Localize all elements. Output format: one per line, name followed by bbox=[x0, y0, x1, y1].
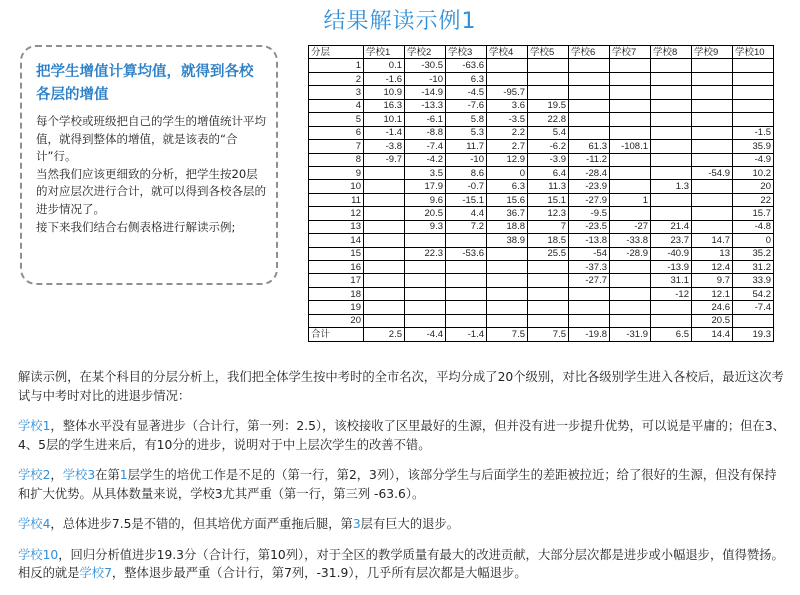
value-cell: 14.7 bbox=[692, 234, 733, 247]
value-cell: -54.9 bbox=[692, 166, 733, 179]
value-cell: -10 bbox=[446, 153, 487, 166]
column-header: 学校3 bbox=[446, 46, 487, 59]
value-cell: 31.2 bbox=[733, 261, 774, 274]
separator: ， bbox=[50, 468, 63, 482]
table-row bbox=[309, 287, 774, 300]
value-cell: 20.5 bbox=[692, 314, 733, 327]
value-cell bbox=[651, 193, 692, 206]
value-cell: 6.3 bbox=[446, 72, 487, 85]
value-cell: -4.5 bbox=[446, 86, 487, 99]
column-header: 学校7 bbox=[610, 46, 651, 59]
value-cell bbox=[692, 220, 733, 233]
table-row bbox=[309, 220, 774, 233]
value-cell: 15.1 bbox=[528, 193, 569, 206]
value-cell: 0 bbox=[733, 234, 774, 247]
value-cell: 6.3 bbox=[487, 180, 528, 193]
analysis-p4-text-a: ，回归分析值进步19.3分（合计行，第10列），对于全区的教学质量有最大的改进贡献，大部分层次都是进步或小幅退步，值得赞扬。相反的就是 bbox=[18, 547, 784, 580]
layer-cell: 15 bbox=[309, 247, 364, 260]
value-cell bbox=[692, 126, 733, 139]
value-cell bbox=[610, 113, 651, 126]
layer-cell: 18 bbox=[309, 287, 364, 300]
value-cell: -27.7 bbox=[569, 274, 610, 287]
value-cell bbox=[692, 140, 733, 153]
value-cell: -1.4 bbox=[364, 126, 405, 139]
value-cell: 23.7 bbox=[651, 234, 692, 247]
analysis-intro: 解读示例，在某个科目的分层分析上，我们把全体学生按中考时的全市名次，平均分成了20个级别，对比各级别学生进入各校后，最近这次考试与中考时对比的进退步情况： bbox=[18, 370, 784, 403]
value-cell bbox=[569, 113, 610, 126]
value-cell bbox=[569, 314, 610, 327]
value-cell bbox=[733, 86, 774, 99]
layer-cell: 4 bbox=[309, 99, 364, 112]
value-cell: 17.9 bbox=[405, 180, 446, 193]
value-cell: 12.1 bbox=[692, 287, 733, 300]
value-cell bbox=[364, 166, 405, 179]
value-cell bbox=[610, 59, 651, 72]
value-cell bbox=[692, 86, 733, 99]
value-cell: 0.1 bbox=[364, 59, 405, 72]
value-cell: 61.3 bbox=[569, 140, 610, 153]
value-cell bbox=[364, 287, 405, 300]
callout-paragraph-3: 接下来我们结合右侧表格进行解读示例; bbox=[36, 219, 236, 234]
value-cell: 5.8 bbox=[446, 113, 487, 126]
total-cell: -4.4 bbox=[405, 328, 446, 341]
layer-number: 1 bbox=[119, 468, 128, 482]
value-cell bbox=[733, 99, 774, 112]
value-cell: -6.2 bbox=[528, 140, 569, 153]
value-cell: -28.4 bbox=[569, 166, 610, 179]
analysis-paragraph-school10-7 bbox=[18, 546, 786, 583]
value-cell bbox=[446, 287, 487, 300]
value-cell bbox=[487, 261, 528, 274]
value-cell bbox=[446, 234, 487, 247]
analysis-p2-text-b: 层学生的培优工作是不足的（第一行，第2，3列），该部分学生与后面学生的差距被拉近；给了很好的生源，但没有保持和扩大优势。从具体数量来说，学校3尤其严重（第一行，第三列 -63.6）。 bbox=[18, 468, 777, 501]
column-header: 学校8 bbox=[651, 46, 692, 59]
table-row bbox=[309, 166, 774, 179]
value-cell: -7.4 bbox=[405, 140, 446, 153]
table-row bbox=[309, 99, 774, 112]
layer-cell: 19 bbox=[309, 301, 364, 314]
value-cell bbox=[364, 193, 405, 206]
table-row bbox=[309, 59, 774, 72]
value-cell bbox=[651, 166, 692, 179]
column-header: 学校2 bbox=[405, 46, 446, 59]
value-cell bbox=[610, 126, 651, 139]
value-cell: 21.4 bbox=[651, 220, 692, 233]
value-cell bbox=[692, 113, 733, 126]
value-cell: 4.4 bbox=[446, 207, 487, 220]
value-cell bbox=[692, 99, 733, 112]
table-row bbox=[309, 153, 774, 166]
value-cell bbox=[651, 72, 692, 85]
value-cell: -10 bbox=[405, 72, 446, 85]
value-cell bbox=[569, 287, 610, 300]
value-cell bbox=[733, 113, 774, 126]
value-cell bbox=[733, 59, 774, 72]
value-cell bbox=[610, 180, 651, 193]
table-row bbox=[309, 314, 774, 327]
explanation-callout bbox=[20, 45, 278, 285]
school-4-link: 学校4 bbox=[18, 517, 51, 531]
value-cell: -3.9 bbox=[528, 153, 569, 166]
table-row bbox=[309, 126, 774, 139]
value-cell: -40.9 bbox=[651, 247, 692, 260]
value-cell bbox=[446, 274, 487, 287]
value-cell bbox=[610, 166, 651, 179]
school-7-link: 学校7 bbox=[79, 566, 112, 580]
value-cell: -23.9 bbox=[569, 180, 610, 193]
value-cell bbox=[651, 113, 692, 126]
value-cell: -30.5 bbox=[405, 59, 446, 72]
value-cell bbox=[733, 314, 774, 327]
layer-cell: 7 bbox=[309, 140, 364, 153]
analysis-p3-text-b: 层有巨大的退步。 bbox=[360, 517, 460, 531]
analysis-p3-text-a: ，总体进步7.5是不错的，但其培优方面严重拖后腿，第 bbox=[50, 517, 353, 531]
value-cell bbox=[651, 86, 692, 99]
value-cell: 35.9 bbox=[733, 140, 774, 153]
value-cell: -1.6 bbox=[364, 72, 405, 85]
column-header: 学校1 bbox=[364, 46, 405, 59]
value-cell bbox=[610, 72, 651, 85]
value-cell: -4.2 bbox=[405, 153, 446, 166]
value-cell: -4.8 bbox=[733, 220, 774, 233]
value-cell: 5.4 bbox=[528, 126, 569, 139]
value-cell bbox=[733, 72, 774, 85]
table-row bbox=[309, 247, 774, 260]
value-cell: 1 bbox=[610, 193, 651, 206]
value-cell bbox=[610, 153, 651, 166]
value-cell bbox=[446, 261, 487, 274]
value-cell bbox=[651, 99, 692, 112]
value-cell: -15.1 bbox=[446, 193, 487, 206]
value-cell bbox=[569, 59, 610, 72]
value-cell bbox=[487, 314, 528, 327]
value-cell: -7.4 bbox=[733, 301, 774, 314]
value-cell: 24.6 bbox=[692, 301, 733, 314]
layer-cell: 5 bbox=[309, 113, 364, 126]
value-cell bbox=[569, 301, 610, 314]
column-header: 学校9 bbox=[692, 46, 733, 59]
value-cell: 20 bbox=[733, 180, 774, 193]
value-cell: -12 bbox=[651, 287, 692, 300]
value-cell bbox=[610, 287, 651, 300]
value-cell: 12.3 bbox=[528, 207, 569, 220]
value-cell: 8.6 bbox=[446, 166, 487, 179]
value-cell bbox=[487, 72, 528, 85]
value-cell: -14.9 bbox=[405, 86, 446, 99]
total-cell: -19.8 bbox=[569, 328, 610, 341]
value-cell: -13.9 bbox=[651, 261, 692, 274]
analysis-p2-text-a: 在第 bbox=[95, 468, 120, 482]
value-cell bbox=[364, 274, 405, 287]
value-cell bbox=[610, 274, 651, 287]
value-cell: 3.5 bbox=[405, 166, 446, 179]
value-cell bbox=[528, 314, 569, 327]
value-cell bbox=[364, 247, 405, 260]
layer-cell: 14 bbox=[309, 234, 364, 247]
value-cell: 10.9 bbox=[364, 86, 405, 99]
value-added-table bbox=[308, 45, 774, 342]
value-cell: 54.2 bbox=[733, 287, 774, 300]
value-cell bbox=[569, 126, 610, 139]
value-cell: -4.9 bbox=[733, 153, 774, 166]
value-cell bbox=[692, 72, 733, 85]
value-cell: 19.5 bbox=[528, 99, 569, 112]
value-cell: -95.7 bbox=[487, 86, 528, 99]
value-cell bbox=[487, 287, 528, 300]
table-row bbox=[309, 234, 774, 247]
value-cell bbox=[651, 59, 692, 72]
value-cell bbox=[405, 234, 446, 247]
total-cell: -31.9 bbox=[610, 328, 651, 341]
table-row bbox=[309, 261, 774, 274]
callout-heading: 把学生增值计算均值，就得到各校各层的增值 bbox=[36, 64, 254, 103]
value-cell: -3.5 bbox=[487, 113, 528, 126]
value-cell: -11.2 bbox=[569, 153, 610, 166]
value-cell bbox=[487, 274, 528, 287]
column-header: 学校6 bbox=[569, 46, 610, 59]
total-cell: -1.4 bbox=[446, 328, 487, 341]
value-cell: -27.9 bbox=[569, 193, 610, 206]
table-row bbox=[309, 72, 774, 85]
value-cell: 11.7 bbox=[446, 140, 487, 153]
value-cell: 25.5 bbox=[528, 247, 569, 260]
value-cell: 13 bbox=[692, 247, 733, 260]
value-cell bbox=[364, 314, 405, 327]
school-1-link: 学校1 bbox=[18, 419, 51, 433]
table-row bbox=[309, 193, 774, 206]
value-cell bbox=[692, 207, 733, 220]
value-cell bbox=[405, 261, 446, 274]
total-cell: 19.3 bbox=[733, 328, 774, 341]
total-cell: 7.5 bbox=[528, 328, 569, 341]
value-cell: 10.1 bbox=[364, 113, 405, 126]
value-cell: 35.2 bbox=[733, 247, 774, 260]
value-cell: -3.8 bbox=[364, 140, 405, 153]
table-total-row bbox=[309, 328, 774, 341]
value-cell: 2.2 bbox=[487, 126, 528, 139]
value-cell bbox=[487, 247, 528, 260]
value-cell: -23.5 bbox=[569, 220, 610, 233]
value-cell bbox=[569, 86, 610, 99]
value-cell: -0.7 bbox=[446, 180, 487, 193]
school-10-link: 学校10 bbox=[18, 547, 59, 562]
value-cell bbox=[651, 153, 692, 166]
value-cell bbox=[364, 234, 405, 247]
value-cell bbox=[528, 86, 569, 99]
value-cell bbox=[405, 287, 446, 300]
layer-cell: 2 bbox=[309, 72, 364, 85]
value-cell: 0 bbox=[487, 166, 528, 179]
value-cell: -53.6 bbox=[446, 247, 487, 260]
value-cell: 3.6 bbox=[487, 99, 528, 112]
value-cell: -7.6 bbox=[446, 99, 487, 112]
value-cell: 9.7 bbox=[692, 274, 733, 287]
school-3-link: 学校3 bbox=[62, 468, 96, 482]
layer-cell: 1 bbox=[309, 59, 364, 72]
value-cell: -33.8 bbox=[610, 234, 651, 247]
value-cell: 22.8 bbox=[528, 113, 569, 126]
value-cell: 6.4 bbox=[528, 166, 569, 179]
table-row bbox=[309, 113, 774, 126]
total-cell: 6.5 bbox=[651, 328, 692, 341]
table-row bbox=[309, 274, 774, 287]
analysis-paragraph-school4 bbox=[18, 515, 786, 534]
page-title: 结果解读示例1 bbox=[323, 9, 477, 34]
value-cell bbox=[364, 180, 405, 193]
analysis-paragraph-school1 bbox=[18, 417, 786, 454]
value-cell bbox=[651, 314, 692, 327]
value-cell bbox=[610, 261, 651, 274]
value-cell: 22 bbox=[733, 193, 774, 206]
value-cell bbox=[610, 314, 651, 327]
value-cell: 36.7 bbox=[487, 207, 528, 220]
callout-paragraph-1: 每个学校或班级把自己的学生的增值统计平均值，就得到整体的增值，就是该表的“合计”行。 bbox=[36, 114, 266, 164]
value-cell bbox=[610, 99, 651, 112]
value-cell bbox=[446, 314, 487, 327]
value-cell bbox=[610, 207, 651, 220]
value-cell: 2.7 bbox=[487, 140, 528, 153]
column-header: 分层 bbox=[309, 46, 364, 59]
value-cell: 1.3 bbox=[651, 180, 692, 193]
value-cell: -28.9 bbox=[610, 247, 651, 260]
value-cell: -63.6 bbox=[446, 59, 487, 72]
value-cell: 18.5 bbox=[528, 234, 569, 247]
layer-cell: 12 bbox=[309, 207, 364, 220]
value-cell: -13.8 bbox=[569, 234, 610, 247]
value-cell bbox=[405, 274, 446, 287]
table-row bbox=[309, 301, 774, 314]
total-cell: 14.4 bbox=[692, 328, 733, 341]
analysis-text bbox=[18, 368, 786, 595]
analysis-p1-text: ，整体水平没有显著进步（合计行，第一列：2.5），该校接收了区里最好的生源，但并没有进一步提升优势，可以说是平庸的；但在3、4、5层的学生进来后，有10分的进步，说明对于中上层次学生的改善不错。 bbox=[18, 419, 785, 452]
layer-cell: 6 bbox=[309, 126, 364, 139]
value-cell bbox=[651, 301, 692, 314]
value-cell: 33.9 bbox=[733, 274, 774, 287]
value-cell bbox=[569, 99, 610, 112]
value-cell bbox=[487, 59, 528, 72]
value-cell: 38.9 bbox=[487, 234, 528, 247]
value-cell: 10.2 bbox=[733, 166, 774, 179]
value-cell: -8.8 bbox=[405, 126, 446, 139]
layer-cell: 10 bbox=[309, 180, 364, 193]
value-cell: 15.7 bbox=[733, 207, 774, 220]
value-cell: -6.1 bbox=[405, 113, 446, 126]
value-cell bbox=[692, 59, 733, 72]
table-row bbox=[309, 140, 774, 153]
value-cell: 15.6 bbox=[487, 193, 528, 206]
value-cell bbox=[610, 86, 651, 99]
layer-cell: 9 bbox=[309, 166, 364, 179]
value-cell: -9.5 bbox=[569, 207, 610, 220]
value-cell bbox=[528, 59, 569, 72]
value-cell bbox=[528, 274, 569, 287]
layer-cell: 11 bbox=[309, 193, 364, 206]
value-cell bbox=[528, 301, 569, 314]
column-header: 学校10 bbox=[733, 46, 774, 59]
value-cell: -1.5 bbox=[733, 126, 774, 139]
value-cell: 22.3 bbox=[405, 247, 446, 260]
value-cell bbox=[528, 287, 569, 300]
value-cell bbox=[446, 301, 487, 314]
value-cell bbox=[405, 301, 446, 314]
value-cell: 7 bbox=[528, 220, 569, 233]
value-cell bbox=[364, 261, 405, 274]
table-row bbox=[309, 180, 774, 193]
column-header: 学校5 bbox=[528, 46, 569, 59]
value-cell: 20.5 bbox=[405, 207, 446, 220]
layer-cell: 8 bbox=[309, 153, 364, 166]
table-header-row bbox=[309, 46, 774, 59]
value-cell: -37.3 bbox=[569, 261, 610, 274]
analysis-paragraph-school2-3 bbox=[18, 466, 786, 503]
value-cell: -27 bbox=[610, 220, 651, 233]
layer-number: 3 bbox=[352, 517, 361, 531]
value-cell bbox=[569, 72, 610, 85]
value-cell: 18.8 bbox=[487, 220, 528, 233]
value-cell bbox=[651, 207, 692, 220]
value-cell bbox=[405, 314, 446, 327]
layer-cell: 17 bbox=[309, 274, 364, 287]
value-cell bbox=[692, 153, 733, 166]
value-cell bbox=[651, 126, 692, 139]
school-2-link: 学校2 bbox=[18, 468, 51, 482]
total-label: 合计 bbox=[309, 328, 364, 341]
value-cell bbox=[692, 180, 733, 193]
callout-paragraph-2: 当然我们应该更细致的分析，把学生按20层的对应层次进行合计，就可以得到各校各层的进步情况了。 bbox=[36, 166, 266, 216]
value-cell: 11.3 bbox=[528, 180, 569, 193]
layer-cell: 16 bbox=[309, 261, 364, 274]
value-cell: -13.3 bbox=[405, 99, 446, 112]
value-cell bbox=[651, 140, 692, 153]
total-cell: 7.5 bbox=[487, 328, 528, 341]
value-cell bbox=[528, 261, 569, 274]
table-row bbox=[309, 86, 774, 99]
value-cell bbox=[487, 301, 528, 314]
value-cell: -9.7 bbox=[364, 153, 405, 166]
column-header: 学校4 bbox=[487, 46, 528, 59]
value-cell: 9.6 bbox=[405, 193, 446, 206]
value-cell: 12.4 bbox=[692, 261, 733, 274]
total-cell: 2.5 bbox=[364, 328, 405, 341]
value-cell: 16.3 bbox=[364, 99, 405, 112]
value-cell: 5.3 bbox=[446, 126, 487, 139]
value-cell bbox=[364, 301, 405, 314]
value-cell: -108.1 bbox=[610, 140, 651, 153]
value-cell: 12.9 bbox=[487, 153, 528, 166]
layer-cell: 3 bbox=[309, 86, 364, 99]
value-cell bbox=[528, 72, 569, 85]
value-cell: 31.1 bbox=[651, 274, 692, 287]
value-cell bbox=[364, 207, 405, 220]
value-cell bbox=[610, 301, 651, 314]
analysis-p4-text-b: ，整体退步最严重（合计行，第7列，-31.9），几乎所有层次都是大幅退步。 bbox=[111, 566, 527, 580]
value-cell bbox=[692, 193, 733, 206]
layer-cell: 13 bbox=[309, 220, 364, 233]
value-cell: 7.2 bbox=[446, 220, 487, 233]
layer-cell: 20 bbox=[309, 314, 364, 327]
value-cell: -54 bbox=[569, 247, 610, 260]
value-cell: 9.3 bbox=[405, 220, 446, 233]
value-cell bbox=[364, 220, 405, 233]
table-row bbox=[309, 207, 774, 220]
